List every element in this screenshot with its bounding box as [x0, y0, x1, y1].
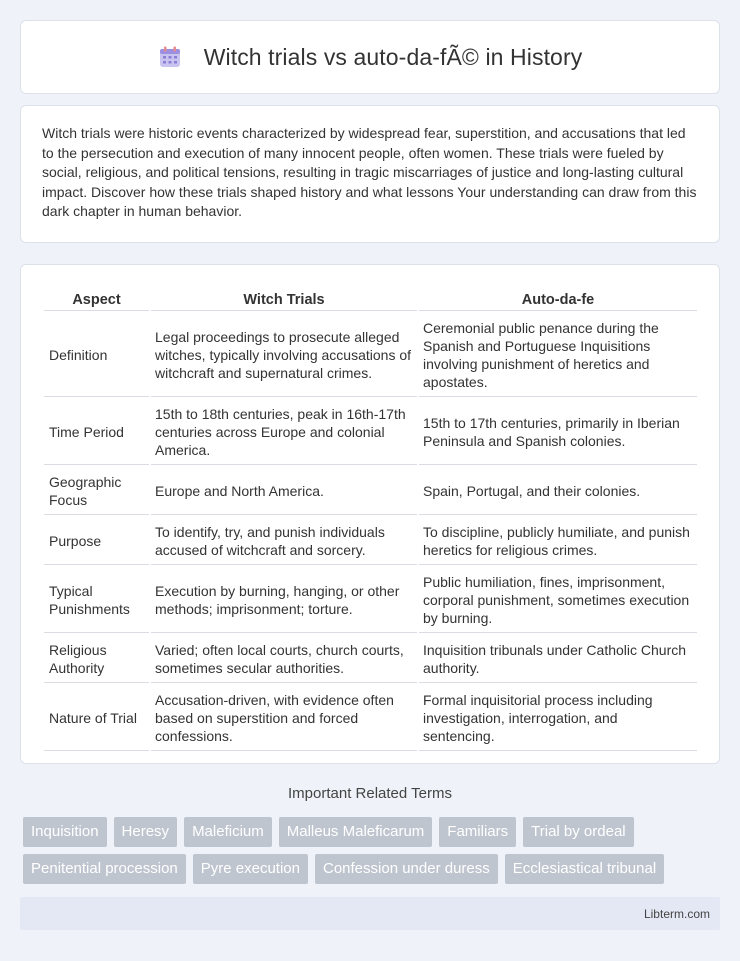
- tag-inquisition[interactable]: Inquisition: [23, 817, 107, 847]
- related-terms-list: [23, 817, 723, 891]
- table-row: [44, 567, 697, 633]
- row-aspect: Purpose: [44, 517, 149, 565]
- row-witch-trials: Europe and North America.: [151, 467, 417, 515]
- related-terms-title: Important Related Terms: [288, 785, 452, 802]
- comparison-card: [20, 264, 720, 764]
- row-aspect: Definition: [44, 313, 149, 397]
- row-auto-da-fe: Spain, Portugal, and their colonies.: [419, 467, 697, 515]
- tag-row: [23, 817, 723, 847]
- row-aspect: Typical Punishments: [44, 567, 149, 633]
- table-row: [44, 635, 697, 683]
- table-row: [44, 467, 697, 515]
- table-row: [44, 685, 697, 751]
- row-witch-trials: To identify, try, and punish individuals accused of witchcraft and sorcery.: [151, 517, 417, 565]
- table-header-row: [44, 287, 697, 311]
- table-row: [44, 399, 697, 465]
- header-aspect: Aspect: [44, 287, 149, 311]
- tag-heresy[interactable]: Heresy: [114, 817, 178, 847]
- tag-confession-under-duress[interactable]: Confession under duress: [315, 854, 498, 884]
- row-aspect: Religious Authority: [44, 635, 149, 683]
- tag-row: [23, 854, 723, 884]
- header-witch-trials: Witch Trials: [151, 287, 417, 311]
- row-witch-trials: Accusation-driven, with evidence often based on superstition and forced confessions.: [151, 685, 417, 751]
- header-auto-da-fe: Auto-da-fe: [419, 287, 697, 311]
- comparison-table: [42, 285, 699, 753]
- header-card: [20, 20, 720, 94]
- tag-trial-by-ordeal[interactable]: Trial by ordeal: [523, 817, 633, 847]
- row-aspect: Geographic Focus: [44, 467, 149, 515]
- tag-malleus-maleficarum[interactable]: Malleus Maleficarum: [279, 817, 433, 847]
- row-witch-trials: Varied; often local courts, church courts, sometimes secular authorities.: [151, 635, 417, 683]
- row-auto-da-fe: Public humiliation, fines, imprisonment, corporal punishment, sometimes execution by burning.: [419, 567, 697, 633]
- table-row: [44, 313, 697, 397]
- row-aspect: Nature of Trial: [44, 685, 149, 751]
- row-witch-trials: Legal proceedings to prosecute alleged witches, typically involving accusations of witchcraft and supernatural crimes.: [151, 313, 417, 397]
- row-witch-trials: Execution by burning, hanging, or other methods; imprisonment; torture.: [151, 567, 417, 633]
- tag-ecclesiastical-tribunal[interactable]: Ecclesiastical tribunal: [505, 854, 664, 884]
- intro-paragraph: Witch trials were historic events characterized by widespread fear, superstition, and accusations that led to the persecution and execution of many innocent people, often women. These trials were fueled by social, religious, and political tensions, resulting in tragic miscarriages of justice and long-lasting cultural impact. Discover how these trials shaped history and what lessons Your understanding can draw from this dark chapter in human behavior.: [42, 125, 697, 219]
- row-witch-trials: 15th to 18th centuries, peak in 16th-17th centuries across Europe and colonial America.: [151, 399, 417, 465]
- table-row: [44, 517, 697, 565]
- page-title: Witch trials vs auto-da-fÃ© in History: [203, 43, 583, 70]
- tag-familiars[interactable]: Familiars: [439, 817, 516, 847]
- row-auto-da-fe: To discipline, publicly humiliate, and punish heretics for religious crimes.: [419, 517, 697, 565]
- row-aspect: Time Period: [44, 399, 149, 465]
- calendar-icon: [158, 45, 182, 69]
- footer-link[interactable]: Libterm.com: [643, 906, 710, 921]
- tag-maleficium[interactable]: Maleficium: [184, 817, 272, 847]
- row-auto-da-fe: Ceremonial public penance during the Spanish and Portuguese Inquisitions involving punishment of heretics and apostates.: [419, 313, 697, 397]
- tag-penitential-procession[interactable]: Penitential procession: [23, 854, 186, 884]
- row-auto-da-fe: 15th to 17th centuries, primarily in Iberian Peninsula and Spanish colonies.: [419, 399, 697, 465]
- intro-card: [20, 105, 720, 243]
- footer: [20, 897, 720, 930]
- row-auto-da-fe: Formal inquisitorial process including investigation, interrogation, and sentencing.: [419, 685, 697, 751]
- row-auto-da-fe: Inquisition tribunals under Catholic Church authority.: [419, 635, 697, 683]
- tag-pyre-execution[interactable]: Pyre execution: [193, 854, 308, 884]
